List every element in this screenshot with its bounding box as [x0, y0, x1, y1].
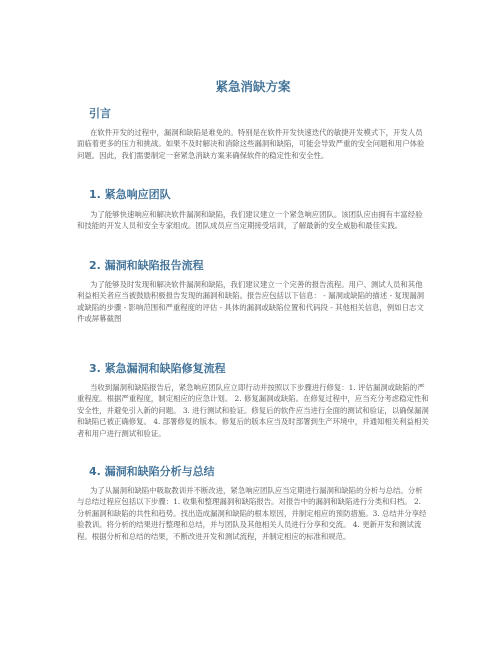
- section-heading-response-team: 1. 紧急响应团队: [89, 188, 171, 201]
- section-heading-intro: 引言: [89, 107, 111, 120]
- section-body-intro: 在软件开发的过程中，漏洞和缺陷是难免的。特别是在软件开发快速迭代的敏捷开发模式下，开发人员面临着更多的压力和挑战。如果不及时解决和消除这些漏洞和缺陷，可能会导致严重的安全问题和用户体验问题。因此，我们需要制定一套紧急消缺方案来确保软件的稳定性和安全性。: [77, 128, 425, 160]
- section-body-report-process: 为了能够及时发现和解决软件漏洞和缺陷，我们建议建立一个完善的报告流程。用户、测试人员和其他利益相关者应当被鼓励积极报告发现的漏洞和缺陷。报告应包括以下信息： - 漏洞或缺陷的描述 - 复现漏洞或缺陷的步骤 - 影响范围和严重程度的评估 - 具体的漏洞或缺陷位置和代码段 - 其他相关信息，例如日志文件或屏幕截图: [77, 280, 424, 324]
- section-body-fix-process: 当收到漏洞和缺陷报告后，紧急响应团队应立即行动并按照以下步骤进行修复：1. 评估漏洞或缺陷的严重程度。根据严重程度，制定相应的应急计划。 2. 修复漏洞或缺陷。在修复过程中，应当充分考虑稳定性和安全性，并避免引入新的问题。 3. 进行测试和验证。修复后的软件应当进行全面的测试和验证，以确保漏洞和缺陷已被正确修复。 4. 部署修复的版本。修复后的版本应当及时部署到生产环境中，并通知相关利益相关者和用户进行测试和验证。: [77, 383, 429, 438]
- section-body-analysis: 为了从漏洞和缺陷中吸取教训并不断改进，紧急响应团队应当定期进行漏洞和缺陷的分析与总结。分析与总结过程应包括以下步骤：1. 收集和整理漏洞和缺陷报告。对报告中的漏洞和缺陷进行分类和归档。 2. 分析漏洞和缺陷的共性和趋势。找出造成漏洞和缺陷的根本原因，并制定相应的预防措施。3. 总结并分享经验教训。将分析的结果进行整理和总结，并与团队及其他相关人员进行分享和交流。 4. 更新开发和测试流程。根据分析和总结的结果，不断改进开发和测试流程，并制定相应的标准和规范。: [77, 486, 427, 541]
- document-title: 紧急消缺方案: [215, 79, 291, 94]
- section-heading-fix-process: 3. 紧急漏洞和缺陷修复流程: [89, 362, 226, 375]
- section-heading-report-process: 2. 漏洞和缺陷报告流程: [89, 259, 204, 272]
- section-heading-analysis: 4. 漏洞和缺陷分析与总结: [89, 465, 215, 478]
- section-body-response-team: 为了能够快速响应和解决软件漏洞和缺陷，我们建议建立一个紧急响应团队。该团队应由拥有丰富经验和技能的开发人员和安全专家组成。团队成员应当定期接受培训，了解最新的安全威胁和最佳实践。: [77, 210, 423, 231]
